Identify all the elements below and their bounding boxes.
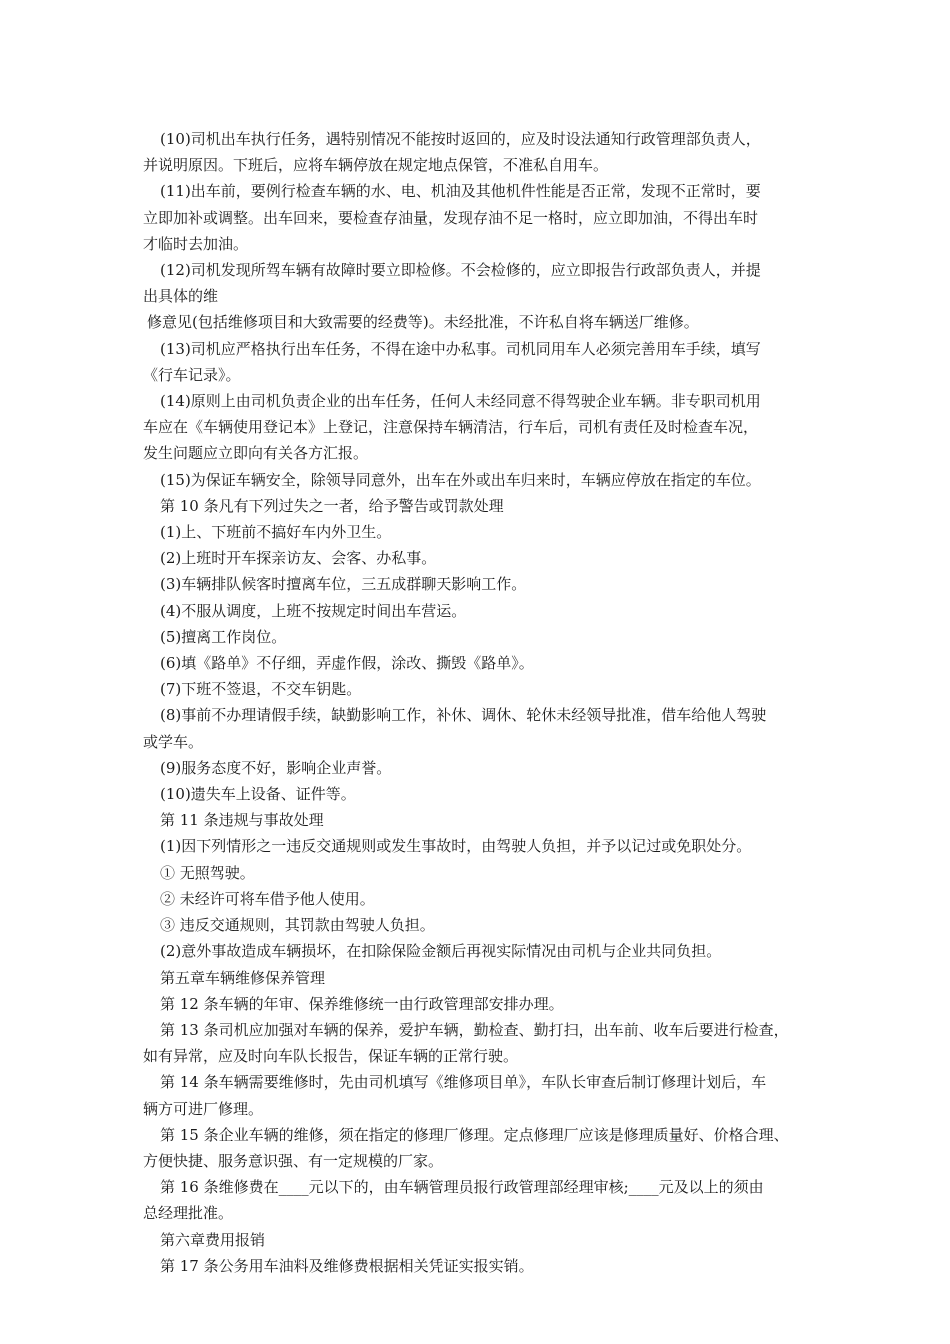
text-line: 并说明原因。下班后，应将车辆停放在规定地点保管，不准私自用车。: [143, 156, 609, 175]
text-line: 立即加补或调整。出车回来，要检查存油量，发现存油不足一格时，应立即加油，不得出车时: [143, 208, 759, 227]
text-line: (2)上班时开车探亲访友、会客、办私事。: [160, 549, 437, 568]
text-line: 方便快捷、服务意识强、有一定规模的厂家。: [143, 1151, 444, 1170]
document-body: [143, 126, 813, 1279]
text-line: (10)遗失车上设备、证件等。: [160, 785, 356, 804]
text-line: (15)为保证车辆安全，除领导同意外，出车在外或出车归来时，车辆应停放在指定的车位。: [160, 470, 761, 489]
text-line: 《行车记录》。: [143, 365, 241, 384]
text-line: (3)车辆排队候客时擅离车位，三五成群聊天影响工作。: [160, 575, 527, 594]
text-line: (1)因下列情形之一违反交通规则或发生事故时，由驾驶人负担，并予以记过或免职处分。: [160, 837, 752, 856]
text-line: ② 未经许可将车借予他人使用。: [160, 889, 375, 908]
text-line: ③ 违反交通规则，其罚款由驾驶人负担。: [160, 916, 435, 935]
text-line: 如有异常，应及时向车队长报告，保证车辆的正常行驶。: [143, 1047, 519, 1066]
text-line: (1)上、下班前不搞好车内外卫生。: [160, 523, 392, 542]
text-line: 第 17 条公务用车油料及维修费根据相关凭证实报实销。: [160, 1256, 534, 1275]
text-line: 或学车。: [143, 732, 204, 751]
text-line: (4)不服从调度，上班不按规定时间出车营运。: [160, 601, 467, 620]
text-line: 第 10 条凡有下列过失之一者，给予警告或罚款处理: [160, 496, 504, 515]
text-line: (12)司机发现所驾车辆有故障时要立即检修。不会检修的，应立即报告行政部负责人，并提: [160, 261, 761, 280]
text-line: 第 11 条违规与事故处理: [160, 811, 324, 830]
text-line: (10)司机出车执行任务，遇特别情况不能按时返回的，应及时设法通知行政管理部负责人，: [160, 130, 761, 148]
text-line: (13)司机应严格执行出车任务，不得在途中办私事。司机同用车人必须完善用车手续，填写: [160, 339, 761, 358]
text-line: 发生问题应立即向有关各方汇报。: [143, 444, 369, 463]
text-line: ① 无照驾驶。: [160, 863, 255, 882]
text-line: 第 14 条车辆需要维修时，先由司机填写《维修项目单》，车队长审查后制订修理计划后，车: [160, 1073, 767, 1092]
text-line: (14)原则上由司机负责企业的出车任务，任何人未经同意不得驾驶企业车辆。非专职司机用: [160, 392, 761, 411]
text-line: 第六章费用报销: [160, 1230, 266, 1249]
text-line: 第 12 条车辆的年审、保养维修统一由行政管理部安排办理。: [160, 994, 564, 1013]
text-line: (5)擅离工作岗位。: [160, 627, 287, 646]
text-line: 车应在《车辆使用登记本》上登记，注意保持车辆清洁，行车后，司机有责任及时检查车况，: [143, 418, 759, 437]
text-line: (6)填《路单》不仔细，弄虚作假，涂改、撕毁《路单》。: [160, 654, 534, 673]
text-line: 第 16 条维修费在____元以下的，由车辆管理员报行政管理部经理审核;____元及以上的须由: [160, 1178, 764, 1197]
text-line: 出具体的维: [143, 287, 219, 306]
text-line: 修意见(包括维修项目和大致需要的经费等)。未经批准，不许私自将车辆送厂维修。: [147, 313, 699, 332]
text-line: 第 15 条企业车辆的维修，须在指定的修理厂修理。定点修理厂应该是修理质量好、价格合理、: [160, 1125, 789, 1144]
text-line: (2)意外事故造成车辆损坏，在扣除保险金额后再视实际情况由司机与企业共同负担。: [160, 942, 722, 961]
text-line: (9)服务态度不好，影响企业声誉。: [160, 758, 392, 777]
text-line: 第五章车辆维修保养管理: [160, 968, 326, 987]
text-line: (11)出车前，要例行检查车辆的水、电、机油及其他机件性能是否正常，发现不正常时，要: [160, 182, 761, 201]
text-line: 才临时去加油。: [143, 234, 249, 253]
text-line: (8)事前不办理请假手续，缺勤影响工作，补休、调休、轮休未经领导批准，借车给他人驾驶: [160, 706, 767, 725]
text-line: (7)下班不签退，不交车钥匙。: [160, 680, 362, 699]
text-line: 辆方可进厂修理。: [143, 1099, 264, 1118]
text-line: 第 13 条司机应加强对车辆的保养，爱护车辆，勤检查、勤打扫，出车前、收车后要进行检查，: [160, 1020, 789, 1039]
text-line: 总经理批准。: [143, 1204, 234, 1223]
